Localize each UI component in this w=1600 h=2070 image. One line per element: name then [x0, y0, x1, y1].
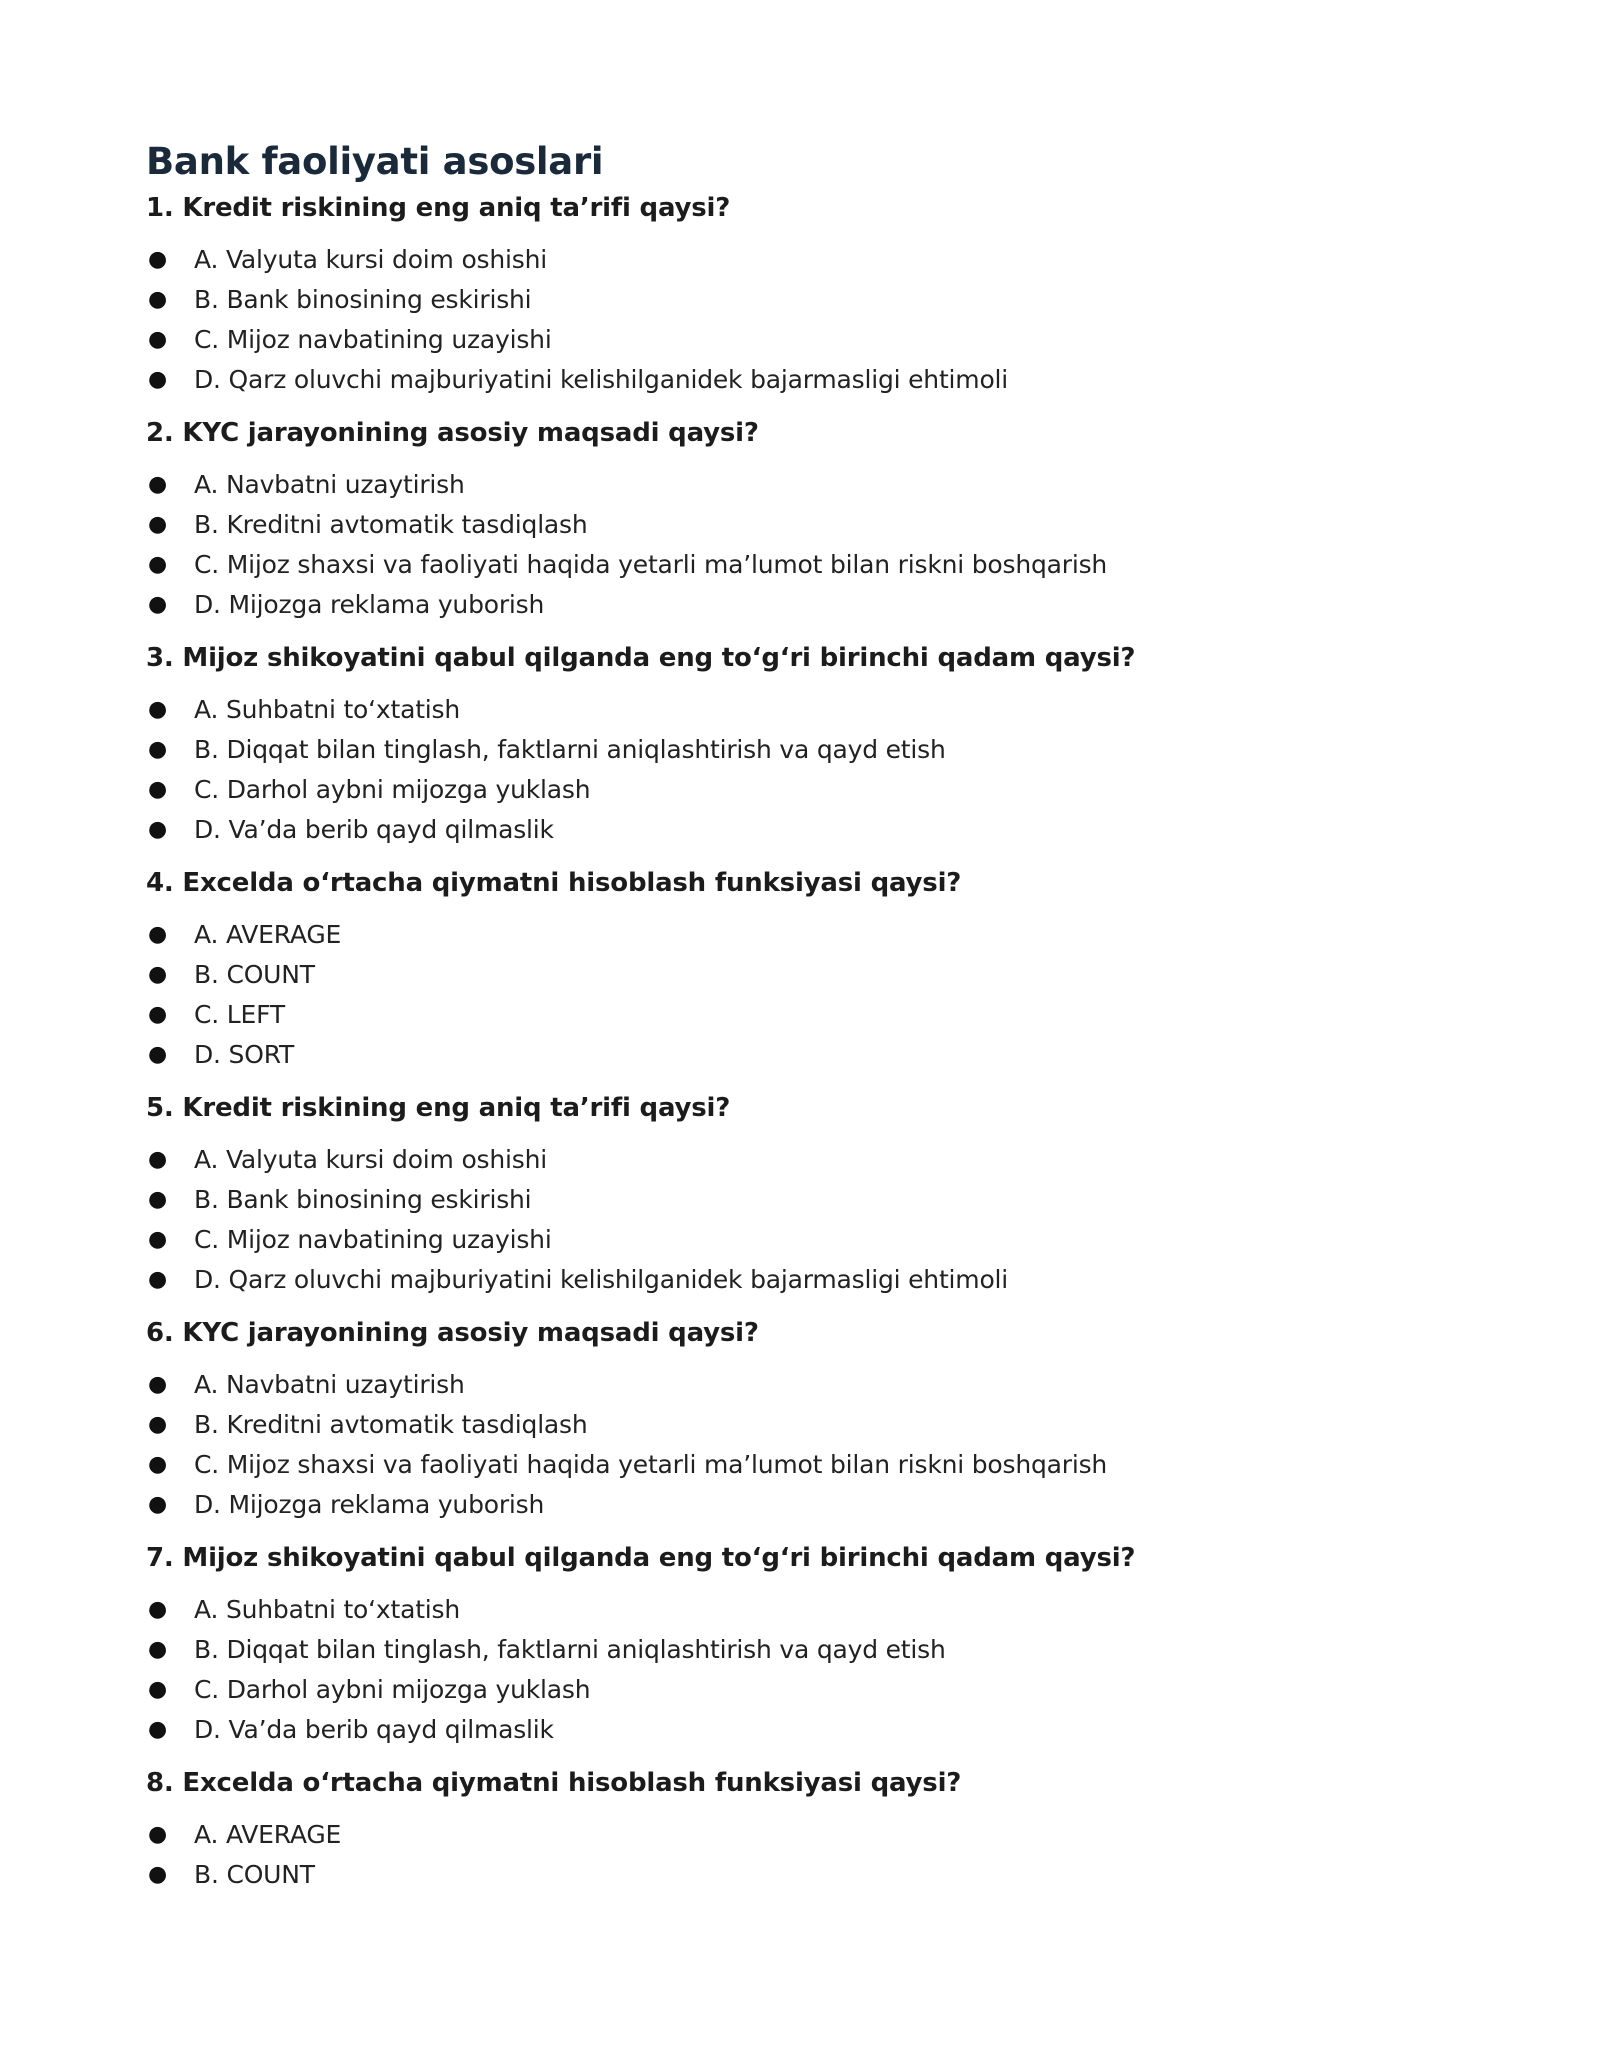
option-text: B. Kreditni avtomatik tasdiqlash	[194, 1410, 588, 1439]
option-item	[146, 545, 1600, 585]
option-text: D. Qarz oluvchi majburiyatini kelishilganidek bajarmasligi ehtimoli	[194, 365, 1009, 394]
option-item	[146, 360, 1600, 400]
question-text: 7. Mijoz shikoyatini qabul qilganda eng to‘g‘ri birinchi qadam qaysi?	[146, 1543, 1136, 1573]
option-text: B. Diqqat bilan tinglash, faktlarni aniqlashtirish va qayd etish	[194, 1635, 946, 1664]
bullet-icon: ●	[148, 1372, 167, 1397]
option-item	[146, 1445, 1600, 1485]
question-1	[146, 188, 1600, 400]
question-7	[146, 1538, 1600, 1750]
bullet-icon: ●	[148, 287, 167, 312]
option-item	[146, 1855, 1600, 1895]
bullet-icon: ●	[148, 552, 167, 577]
option-text: D. Va’da berib qayd qilmaslik	[194, 1715, 554, 1744]
bullet-icon: ●	[148, 1822, 167, 1847]
option-list	[146, 240, 1600, 400]
question-text: 6. KYC jarayonining asosiy maqsadi qaysi?	[146, 1318, 759, 1348]
bullet-icon: ●	[148, 1717, 167, 1742]
option-text: C. Mijoz shaxsi va faoliyati haqida yetarli ma’lumot bilan riskni boshqarish	[194, 550, 1108, 579]
bullet-icon: ●	[148, 472, 167, 497]
question-8	[146, 1763, 1600, 1895]
question-text: 8. Excelda o‘rtacha qiymatni hisoblash funksiyasi qaysi?	[146, 1768, 962, 1798]
option-item	[146, 1180, 1600, 1220]
option-text: D. Qarz oluvchi majburiyatini kelishilganidek bajarmasligi ehtimoli	[194, 1265, 1009, 1294]
bullet-icon: ●	[148, 512, 167, 537]
bullet-icon: ●	[148, 1227, 167, 1252]
option-text: D. SORT	[194, 1040, 295, 1069]
bullet-icon: ●	[148, 697, 167, 722]
bullet-icon: ●	[148, 1187, 167, 1212]
option-list	[146, 915, 1600, 1075]
bullet-icon: ●	[148, 1677, 167, 1702]
option-text: C. Mijoz navbatining uzayishi	[194, 1225, 552, 1254]
bullet-icon: ●	[148, 817, 167, 842]
option-text: A. Valyuta kursi doim oshishi	[194, 1145, 547, 1174]
question-4	[146, 863, 1600, 1075]
option-list	[146, 1140, 1600, 1300]
option-text: A. AVERAGE	[194, 1820, 342, 1849]
question-text: 1. Kredit riskining eng aniq ta’rifi qaysi?	[146, 193, 731, 223]
option-text: C. Mijoz shaxsi va faoliyati haqida yetarli ma’lumot bilan riskni boshqarish	[194, 1450, 1108, 1479]
option-item	[146, 915, 1600, 955]
option-text: C. LEFT	[194, 1000, 285, 1029]
bullet-icon: ●	[148, 922, 167, 947]
option-item	[146, 1220, 1600, 1260]
bullet-icon: ●	[148, 1002, 167, 1027]
option-item	[146, 1630, 1600, 1670]
question-text: 3. Mijoz shikoyatini qabul qilganda eng to‘g‘ri birinchi qadam qaysi?	[146, 643, 1136, 673]
question-6	[146, 1313, 1600, 1525]
option-item	[146, 1815, 1600, 1855]
option-item	[146, 1590, 1600, 1630]
bullet-icon: ●	[148, 1147, 167, 1172]
option-item	[146, 995, 1600, 1035]
bullet-icon: ●	[148, 1637, 167, 1662]
option-list	[146, 465, 1600, 625]
option-item	[146, 320, 1600, 360]
option-text: B. COUNT	[194, 960, 315, 989]
option-list	[146, 1815, 1600, 1895]
option-text: A. AVERAGE	[194, 920, 342, 949]
bullet-icon: ●	[148, 1452, 167, 1477]
option-item	[146, 955, 1600, 995]
option-item	[146, 505, 1600, 545]
question-text: 2. KYC jarayonining asosiy maqsadi qaysi?	[146, 418, 759, 448]
option-text: D. Va’da berib qayd qilmaslik	[194, 815, 554, 844]
bullet-icon: ●	[148, 1597, 167, 1622]
option-text: A. Suhbatni to‘xtatish	[194, 1595, 461, 1624]
option-item	[146, 1365, 1600, 1405]
option-list	[146, 1365, 1600, 1525]
option-text: C. Darhol aybni mijozga yuklash	[194, 775, 591, 804]
option-item	[146, 810, 1600, 850]
option-text: B. Diqqat bilan tinglash, faktlarni aniqlashtirish va qayd etish	[194, 735, 946, 764]
bullet-icon: ●	[148, 327, 167, 352]
option-list	[146, 690, 1600, 850]
option-item	[146, 1670, 1600, 1710]
bullet-icon: ●	[148, 1492, 167, 1517]
option-text: B. COUNT	[194, 1860, 315, 1889]
option-item	[146, 1140, 1600, 1180]
option-list	[146, 1590, 1600, 1750]
option-item	[146, 730, 1600, 770]
bullet-icon: ●	[148, 367, 167, 392]
option-text: B. Bank binosining eskirishi	[194, 285, 532, 314]
option-item	[146, 1035, 1600, 1075]
option-text: D. Mijozga reklama yuborish	[194, 1490, 545, 1519]
option-text: B. Bank binosining eskirishi	[194, 1185, 532, 1214]
option-text: C. Mijoz navbatining uzayishi	[194, 325, 552, 354]
bullet-icon: ●	[148, 1412, 167, 1437]
option-text: B. Kreditni avtomatik tasdiqlash	[194, 510, 588, 539]
option-text: A. Navbatni uzaytirish	[194, 1370, 465, 1399]
option-text: A. Suhbatni to‘xtatish	[194, 695, 461, 724]
option-item	[146, 585, 1600, 625]
option-text: D. Mijozga reklama yuborish	[194, 590, 545, 619]
option-item	[146, 690, 1600, 730]
question-text: 4. Excelda o‘rtacha qiymatni hisoblash funksiyasi qaysi?	[146, 868, 962, 898]
bullet-icon: ●	[148, 1042, 167, 1067]
question-3	[146, 638, 1600, 850]
option-item	[146, 1405, 1600, 1445]
option-text: A. Navbatni uzaytirish	[194, 470, 465, 499]
bullet-icon: ●	[148, 737, 167, 762]
option-item	[146, 1710, 1600, 1750]
option-item	[146, 280, 1600, 320]
option-item	[146, 465, 1600, 505]
question-text: 5. Kredit riskining eng aniq ta’rifi qaysi?	[146, 1093, 731, 1123]
bullet-icon: ●	[148, 1267, 167, 1292]
option-item	[146, 1260, 1600, 1300]
option-text: C. Darhol aybni mijozga yuklash	[194, 1675, 591, 1704]
question-5	[146, 1088, 1600, 1300]
option-item	[146, 240, 1600, 280]
question-2	[146, 413, 1600, 625]
bullet-icon: ●	[148, 247, 167, 272]
bullet-icon: ●	[148, 1862, 167, 1887]
page-title: Bank faoliyati asoslari	[146, 140, 604, 183]
bullet-icon: ●	[148, 592, 167, 617]
option-text: A. Valyuta kursi doim oshishi	[194, 245, 547, 274]
option-item	[146, 1485, 1600, 1525]
option-item	[146, 770, 1600, 810]
bullet-icon: ●	[148, 962, 167, 987]
bullet-icon: ●	[148, 777, 167, 802]
